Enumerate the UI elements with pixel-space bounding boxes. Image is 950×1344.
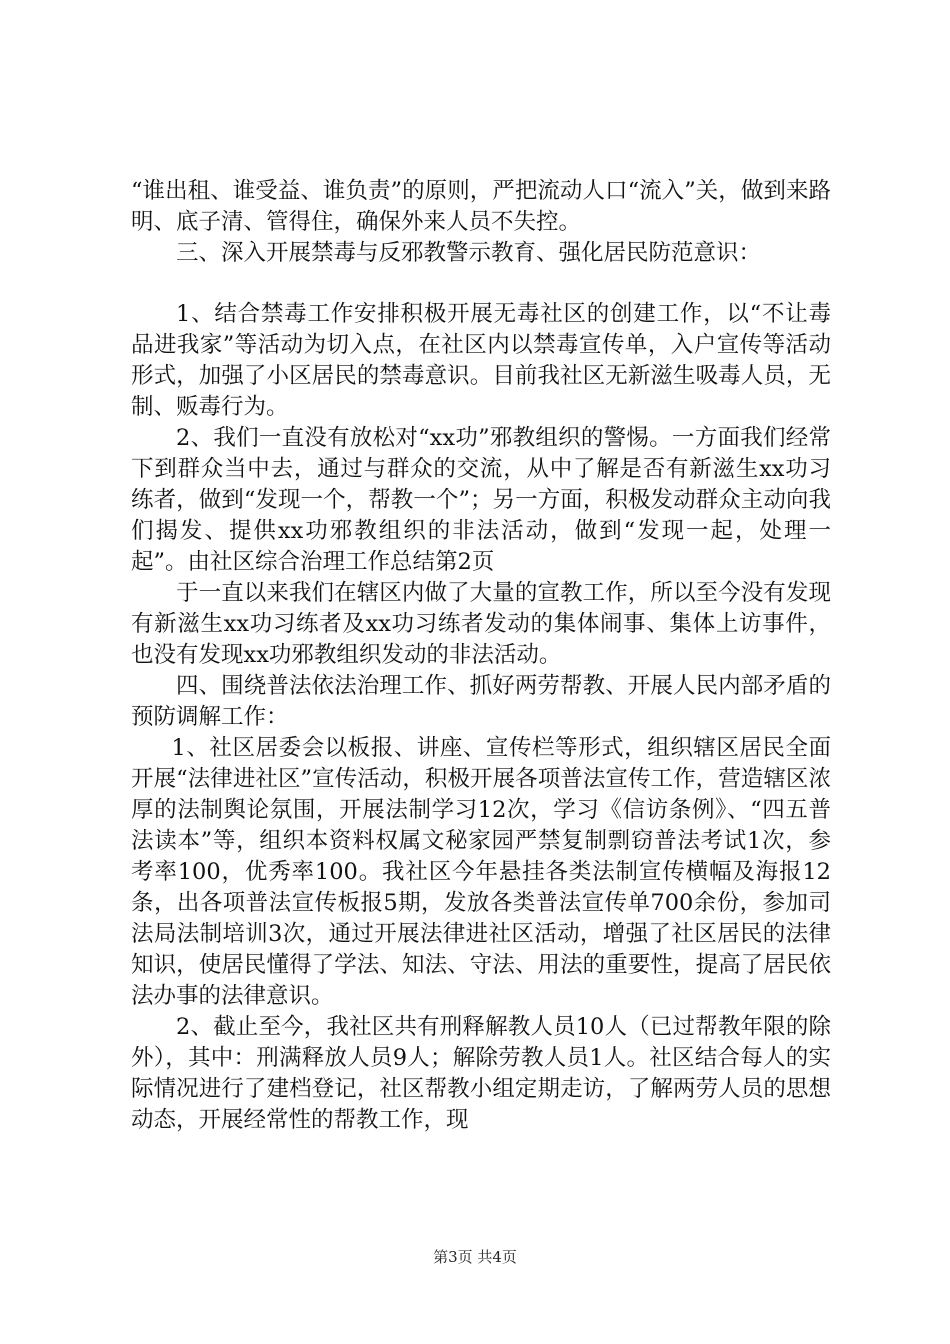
section-heading-drug-cult-education: 三、深入开展禁毒与反邪教警示教育、强化居民防范意识： (176, 240, 762, 266)
paragraph-education-results: 于一直以来我们在辖区内做了大量的宣教工作，所以至今没有发现有新滋生xx功习练者及xx功习练者发动的集体闹事、集体上访事件，也没有发现xx功邪教组织发动的非法活动。 (131, 580, 831, 668)
section-heading-legal-governance: 四、围绕普法依法治理工作、抓好两劳帮教、开展人民内部矛盾的预防调解工作： (131, 673, 831, 730)
paragraph-released-persons: 2、截止至今，我社区共有刑释解教人员10人（已过帮教年限的除外），其中：刑满释放人员9人；解除劳教人员1人。社区结合每人的实际情况进行了建档登记，社区帮教小组定期走访，了解两劳人员的思想动态，开展经常性的帮教工作，现 (131, 1014, 831, 1133)
paragraph-drug-free-community: 1、结合禁毒工作安排积极开展无毒社区的创建工作，以“不让毒品进我家”等活动为切入点，在社区内以禁毒宣传单，入户宣传等活动形式，加强了小区居民的禁毒意识。目前我社区无新滋生吸毒人员，无制、贩毒行为。 (131, 301, 831, 420)
document-body (131, 176, 831, 1136)
paragraph-cult-vigilance: 2、我们一直没有放松对“xx功”邪教组织的警惕。一方面我们经常下到群众当中去，通过与群众的交流，从中了解是否有新滋生xx功习练者，做到“发现一个，帮教一个”；另一方面，积极发动群众主动向我们揭发、提供xx功邪教组织的非法活动，做到“发现一起，处理一起”。由社区综合治理工作总结第2页 (131, 425, 831, 575)
paragraph-spacer (131, 269, 831, 299)
paragraph-legal-publicity: 1、社区居委会以板报、讲座、宣传栏等形式，组织辖区居民全面开展“法律进社区”宣传活动，积极开展各项普法宣传工作，营造辖区浓厚的法制舆论氛围，开展法制学习12次，学习《信访条例》、“四五普法读本”等，组织本资料权属文秘家园严禁复制剽窃普法考试1次，参考率100，优秀率100。我社区今年悬挂各类法制宣传横幅及海报12条，出各项普法宣传板报5期，发放各类普法宣传单700余份，参加司法局法制培训3次，通过开展法律进社区活动，增强了社区居民的法律知识，使居民懂得了学法、知法、守法、用法的重要性，提高了居民依法办事的法律意识。 (131, 735, 831, 1009)
page-number-footer: 第3页 共4页 (433, 1248, 517, 1266)
paragraph-rental-principle: “谁出租、谁受益、谁负责”的原则，严把流动人口“流入”关，做到来路明、底子清、管得住，确保外来人员不失控。 (131, 178, 831, 235)
